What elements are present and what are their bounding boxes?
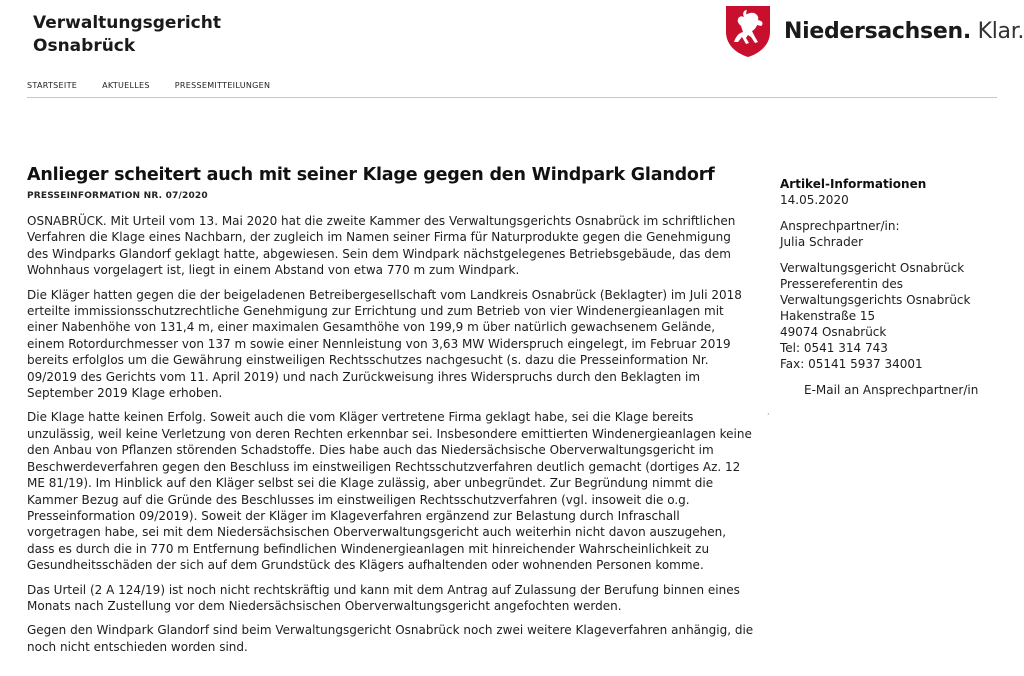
email-contact-link[interactable]: E-Mail an Ansprechpartner/in: [804, 383, 979, 397]
sidebar-title: Artikel-Informationen: [780, 177, 927, 191]
article-paragraph: Das Urteil (2 A 124/19) ist noch nicht rechtskräftig und kann mit dem Antrag auf Zulassung der Berufung binnen eines Monats nach Zustellung vor dem Niedersächsischen Oberverwaltungsgericht angefochten werden.: [27, 582, 740, 613]
brand-name: Niedersachsen.: [784, 18, 971, 44]
article-body: [27, 213, 754, 655]
brand-wordmark: [784, 19, 1024, 44]
article-paragraph: Gegen den Windpark Glandorf sind beim Verwaltungsgericht Osnabrück noch zwei weitere Klageverfahren anhängig, die noch nicht entschieden worden sind.: [27, 623, 754, 654]
court-logo-text[interactable]: [33, 12, 221, 58]
contact-label: Ansprechpartner/in:: [780, 219, 900, 233]
address-block: [780, 260, 1010, 372]
brand-claim: Klar.: [977, 18, 1024, 44]
contact-name: Julia Schrader: [780, 235, 864, 249]
court-name-line1: Verwaltungsgericht: [33, 13, 221, 33]
article-info-block: [780, 176, 1010, 208]
nav-startseite[interactable]: STARTSEITE: [27, 81, 78, 90]
address-line: Verwaltungsgericht Osnabrück: [780, 261, 965, 275]
fax-line: Fax: 05141 5937 34001: [780, 357, 923, 371]
article-subtitle: PRESSEINFORMATION NR. 07/2020: [27, 191, 208, 201]
lower-saxony-horse-crest-icon: [724, 4, 772, 58]
niedersachsen-brand[interactable]: [724, 4, 1024, 58]
article-title: Anlieger scheitert auch mit seiner Klage gegen den Windpark Glandorf: [27, 165, 715, 185]
nav-aktuelles[interactable]: AKTUELLES: [102, 81, 150, 90]
address-line: Hakenstraße 15: [780, 309, 876, 323]
address-line: 49074 Osnabrück: [780, 325, 887, 339]
article-paragraph: Die Kläger hatten gegen die der beigeladenen Betreibergesellschaft vom Landkreis Osnabrück (Beklagter) im Juli 2018 erteilte immissionsschutzrechtliche Genehmigung zur Errichtung und zum Betrieb von vier Windenergieanlagen mit einer Nabenhöhe von 131,4 m, einer maximalen Gesamthöhe von 199,9 m über natürlich gewachsenem Gelände, einem Rotordurchmesser von 137 m sowie einer Nennleistung von 3,63 MW Widerspruch eingelegt, im Februar 2019 bereits erfolglos um die Gewährung einstweiligen Rechtsschutzes nachgesucht (s. dazu die Presseinformation Nr. 09/2019 des Gerichts vom 11. April 2019) und nach Zurückweisung ihres Widerspruchs durch den Beklagten im September 2019 Klage erhoben.: [27, 287, 742, 401]
site-header: [0, 0, 1024, 100]
article-paragraph: Die Klage hatte keinen Erfolg. Soweit auch die vom Kläger vertretene Firma geklagt habe, sei die Klage bereits unzulässig, weil keine Verletzung von deren Rechten erkennbar sei. Insbesondere emittierten Windenergieanlagen keine den Anbau von Pflanzen störenden Schadstoffe. Dies habe auch das Niedersächsische Oberverwaltungsgericht im Beschwerdeverfahren gegen den Beschluss im einstweiligen Rechtsschutzverfahren deutlich gemacht (dortiges Az. 12 ME 81/19). Im Hinblick auf den Kläger selbst sei die Klage zulässig, aber unbegründet. Zur Begründung nimmt die Kammer Bezug auf die Gründe des Beschlusses im einstweiligen Rechtsschutzverfahren (vgl. insoweit die o.g. Presseinformation 09/2019). Soweit der Kläger im Klageverfahren ergänzend zur Belastung durch Infraschall vorgetragen habe, sei mit dem Niedersächsischen Oberverwaltungsgericht auch weiterhin nicht davon auszugehen, dass es durch die in 770 m Entfernung befindlichen Windenergieanlagen mit hinreichender Wahrscheinlichkeit zu Gesundheitsschäden der sich auf dem Grundstück des Klägers aufhaltenden oder wohnenden Personen komme.: [27, 410, 752, 573]
address-line: Pressereferentin des: [780, 277, 903, 291]
stray-dot: ·: [767, 410, 770, 419]
phone-line: Tel: 0541 314 743: [780, 341, 888, 355]
main-navigation: [27, 80, 997, 98]
article-info-sidebar: [780, 176, 1010, 398]
article-main: [27, 163, 754, 663]
address-line: Verwaltungsgerichts Osnabrück: [780, 293, 971, 307]
contact-block: [780, 218, 1010, 250]
article-date: 14.05.2020: [780, 193, 849, 207]
article-paragraph: OSNABRÜCK. Mit Urteil vom 13. Mai 2020 hat die zweite Kammer des Verwaltungsgerichts Osnabrück im schriftlichen Verfahren die Klage eines Nachbarn, der zugleich im Namen seiner Firma für Naturprodukte gegen die Genehmigung des Windparks Glandorf geklagt hatte, abgewiesen. Sein dem Windpark nächstgelegenes Betriebsgebäude, das dem Wohnhaus vorgelagert ist, liegt in einem Abstand von etwa 770 m zum Windpark.: [27, 214, 736, 278]
court-name-line2: Osnabrück: [33, 36, 136, 56]
nav-pressemitteilungen[interactable]: PRESSEMITTEILUNGEN: [174, 81, 271, 90]
